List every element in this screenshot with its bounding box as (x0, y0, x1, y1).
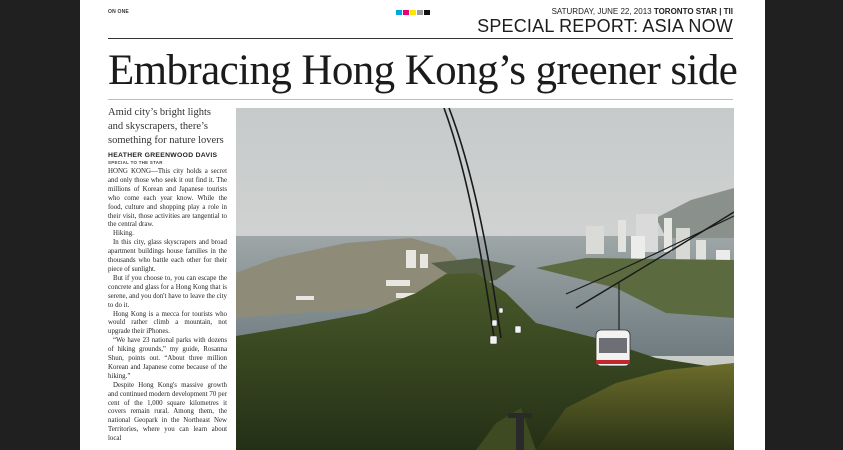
color-swatch (396, 10, 402, 15)
byline-credit: SPECIAL TO THE STAR (108, 160, 163, 165)
right-dark-margin (765, 0, 843, 450)
cable-car-photo (236, 108, 734, 450)
dateline-date: SATURDAY, JUNE 22, 2013 (551, 7, 652, 16)
section-header: SPECIAL REPORT: ASIA NOW (477, 16, 733, 36)
headline-rule (108, 99, 733, 100)
color-swatch (403, 10, 409, 15)
dateline (552, 7, 733, 16)
header-rule (108, 38, 733, 39)
dateline-paper: TORONTO STAR (653, 7, 717, 16)
color-swatch (410, 10, 416, 15)
newspaper-page (80, 0, 765, 450)
cable-car-photo-illustration (236, 108, 734, 450)
article-paragraph: In this city, glass skyscrapers and broad apartment buildings house families in the thousands who battle each other for their piece of sunlight. (108, 239, 227, 273)
article-paragraph: But if you choose to, you can escape the concrete and glass for a Hong Kong that is serene, and you don't have to leave the city to do it. (108, 274, 227, 309)
print-color-bar (396, 10, 430, 15)
article-paragraph: Despite Hong Kong's massive growth and continued modern development 70 per cent of the 1,000 square kilometres it covers remain rural. Among them, the national Geopark in the Northeast New Territories, where you can learn about local (108, 381, 227, 443)
dateline-tail: | TII (719, 7, 733, 16)
article-paragraph: “We have 23 national parks with dozens of hiking grounds,” my guide, Rosanna Shun, points out. “About three million Korean and Japanese come because of the hiking.” (108, 337, 227, 380)
article-paragraph: Hiking. (113, 230, 134, 238)
article-paragraph: Hong Kong is a mecca for tourists who would rather climb a mountain, not upgrade their iPhones. (108, 310, 227, 336)
headline: Embracing Hong Kong’s greener side (108, 47, 738, 94)
article-body (108, 168, 227, 444)
left-dark-margin (0, 0, 80, 450)
page-code: ON ONE (108, 9, 129, 15)
color-swatch (424, 10, 430, 15)
color-swatch (417, 10, 423, 15)
deck: Amid city’s bright lights and skyscrapers, there’s something for nature lovers (108, 107, 224, 146)
article-paragraph: HONG KONG—This city holds a secret and only those who seek it out find it. The millions of Korean and Japanese tourists who come each year know. While the food, culture and shopping play a role in their visit, those activities are tangential to the central draw. (108, 168, 227, 229)
byline: HEATHER GREENWOOD DAVIS (108, 152, 218, 159)
